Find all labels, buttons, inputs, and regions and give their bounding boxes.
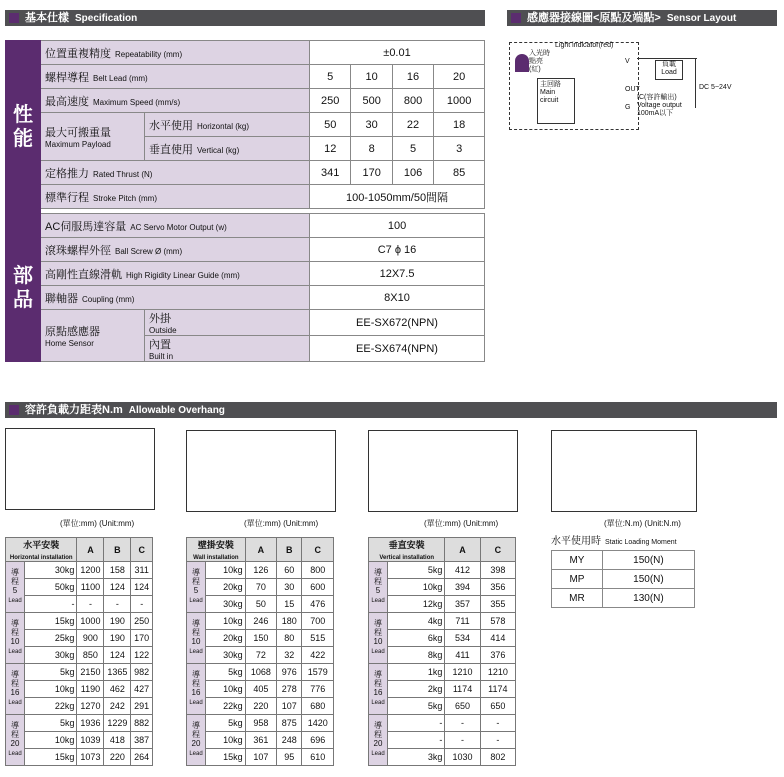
table-row: 3kg 1030 802: [369, 749, 516, 766]
install-header: 水平安裝 Horizontal installation: [6, 538, 77, 562]
table-row: 導程 20 Lead 5kg 958 875 1420: [187, 715, 334, 732]
col-header: A: [77, 538, 104, 562]
spec-header: 基本仕樣 Specification: [5, 10, 485, 26]
table-row: 8kg 411 376: [369, 647, 516, 664]
col-header: B: [104, 538, 131, 562]
table-row: 10kg 405 278 776: [187, 681, 334, 698]
table-row: 2kg 1174 1174: [369, 681, 516, 698]
table-row: 12kg 357 355: [369, 596, 516, 613]
table-row: 導程 20 Lead 5kg 1936 1229 882: [6, 715, 153, 732]
horizontal-diagram: [5, 428, 155, 510]
table-row: 20kg 70 30 600: [187, 579, 334, 596]
group-parts: 部品: [6, 214, 41, 362]
table-row: 導程 16 Lead 5kg 2150 1365 982: [6, 664, 153, 681]
moment-diagram: [551, 430, 697, 512]
lead-cell: 導程 16 Lead: [369, 664, 388, 715]
table-row: 30kg 72 32 422: [187, 647, 334, 664]
table-row: 10kg 361 248 696: [187, 732, 334, 749]
vertical-overhang-table: [368, 537, 516, 766]
col-header: A: [245, 538, 277, 562]
table-row: 導程 20 Lead - - -: [369, 715, 516, 732]
table-row: 導程 5 Lead 5kg 412 398: [369, 562, 516, 579]
table-row: 導程 5 Lead 30kg 1200 158 311: [6, 562, 153, 579]
table-row: 20kg 150 80 515: [187, 630, 334, 647]
group-performance: 性能: [6, 41, 41, 214]
table-row: 導程 5 Lead 10kg 126 60 800: [187, 562, 334, 579]
table-row: 10kg 1039 418 387: [6, 732, 153, 749]
col-header: A: [445, 538, 480, 562]
horizontal-overhang-table: [5, 537, 153, 766]
table-row: 5kg 650 650: [369, 698, 516, 715]
lead-cell: 導程 20 Lead: [187, 715, 206, 766]
table-row: 6kg 534 414: [369, 630, 516, 647]
table-row: 15kg 107 95 610: [187, 749, 334, 766]
overhang-header: 容許負載力距表N.m Allowable Overhang: [5, 402, 777, 418]
col-header: C: [480, 538, 515, 562]
lead-cell: 導程 16 Lead: [6, 664, 25, 715]
sensor-layout-diagram: Light indicator(red) 入光時點亮(紅) 主回路 Main circuit V OUT G 負載 Load DC 5~24V IC(容許輸出) Voltage output 100mA以下: [507, 38, 777, 130]
table-row: 25kg 900 190 170: [6, 630, 153, 647]
lead-cell: 導程 10 Lead: [6, 613, 25, 664]
table-row: 15kg 1073 220 264: [6, 749, 153, 766]
table-row: 10kg 1190 462 427: [6, 681, 153, 698]
table-row: 導程 16 Lead 5kg 1068 976 1579: [187, 664, 334, 681]
table-row: - - -: [369, 732, 516, 749]
wall-diagram: [186, 430, 336, 512]
lead-cell: 導程 20 Lead: [369, 715, 388, 766]
table-row: 導程 10 Lead 4kg 711 578: [369, 613, 516, 630]
lead-cell: 導程 5 Lead: [6, 562, 25, 613]
table-row: 10kg 394 356: [369, 579, 516, 596]
lead-cell: 導程 5 Lead: [369, 562, 388, 613]
lead-cell: 導程 10 Lead: [369, 613, 388, 664]
table-row: 50kg 1100 124 124: [6, 579, 153, 596]
lead-cell: 導程 5 Lead: [187, 562, 206, 613]
table-row: 30kg 850 124 122: [6, 647, 153, 664]
moment-table: MY 150(N) MP 150(N) MR 130(N): [551, 550, 695, 608]
col-header: B: [277, 538, 302, 562]
table-row: 導程 10 Lead 15kg 1000 190 250: [6, 613, 153, 630]
table-row: 22kg 1270 242 291: [6, 698, 153, 715]
sensor-header: 感應器接線圖<原點及端點> Sensor Layout: [507, 10, 777, 26]
table-row: 導程 10 Lead 10kg 246 180 700: [187, 613, 334, 630]
vertical-diagram: [368, 430, 518, 512]
lead-cell: 導程 20 Lead: [6, 715, 25, 766]
wall-overhang-table: [186, 537, 334, 766]
lead-cell: 導程 10 Lead: [187, 613, 206, 664]
install-header: 垂直安裝 Vertical installation: [369, 538, 445, 562]
col-header: C: [131, 538, 153, 562]
install-header: 壁掛安裝 Wall installation: [187, 538, 246, 562]
col-header: C: [302, 538, 334, 562]
table-row: 導程 16 Lead 1kg 1210 1210: [369, 664, 516, 681]
lead-cell: 導程 16 Lead: [187, 664, 206, 715]
table-row: - - - -: [6, 596, 153, 613]
table-row: 30kg 50 15 476: [187, 596, 334, 613]
table-row: 22kg 220 107 680: [187, 698, 334, 715]
spec-table: 性能 位置重複精度 Repeatability (mm) ±0.01 螺桿導程 Belt Lead (mm) 5 10 16 20 最高速度 Maximum Speed (mm/s) 250 500 800 1000 最大可搬重量 Maximum Payload 水平使用 Horizontal (kg) 50 30 22 18 垂直使用 Vertical (kg) 12 8 5 3 定格推力 Rated Thrust (N) 341 170 106 85 標準行程 Stroke Pitch (mm) 100-1050mm/50間隔 部品 AC伺服馬達容量 AC Servo Motor Output (w) 100 滾珠螺桿外徑 Ball Screw Ø (mm) C7 ϕ 16 高剛性直線滑軌 High Rigidity Linear Guide (mm) 12X7.5 聯軸器 Coupling (mm) 8X10 原點感應器 Home Sensor 外掛 Outside EE-SX672(NPN) 內置 Built in EE-SX674(NPN): [5, 40, 485, 362]
